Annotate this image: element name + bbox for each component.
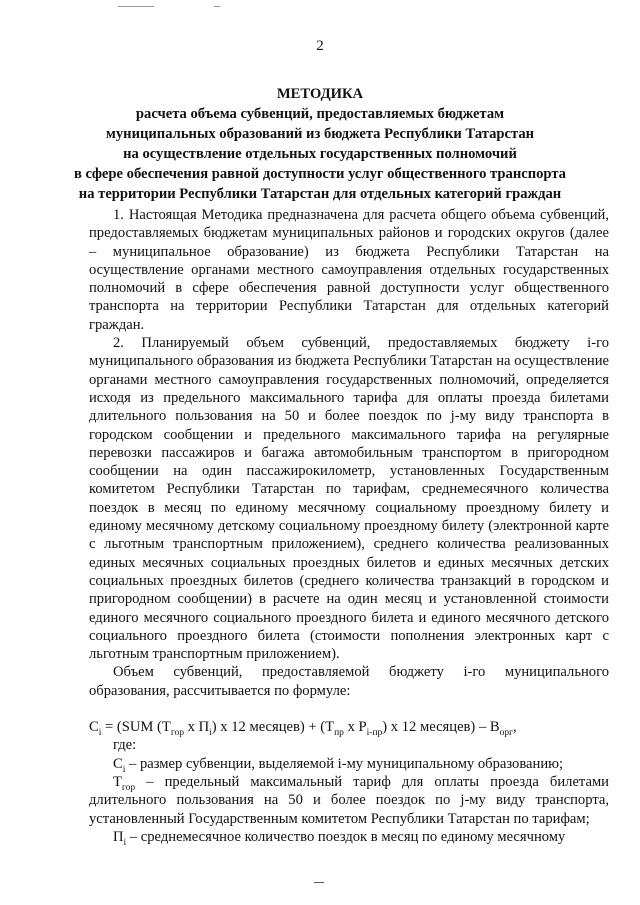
scan-edge-mark bbox=[314, 882, 324, 883]
title-line: на осуществление отдельных государственных полномочий bbox=[123, 146, 517, 162]
definition-tgor: $T_{гор}$ – предельный максимальный тариф для оплаты проезда билетами длительного пользования на 50 и более поездок по j-му виду транспорта, установленный Государственным комитетом Республики Татарстан по тарифам; bbox=[89, 773, 609, 827]
definition-ci: $C_i$ – размер субвенции, выделяемой i-му муниципальному образованию; bbox=[113, 755, 564, 775]
paragraph-3: Объем субвенций, предоставляемой бюджету i-го муниципального образования, рассчитывается по формуле: bbox=[89, 664, 609, 699]
title-line: в сфере обеспечения равной доступности услуг общественного транспорта bbox=[74, 166, 566, 182]
title-line: расчета объема субвенций, предоставляемых бюджетам bbox=[135, 106, 505, 122]
paragraph-2: 2. Планируемый объем субвенций, предоставляемых бюджету i-го муниципального образования из бюджета Республики Татарстан на осуществление органами местного самоуправления государственных полномочий, определяется исходя из предельного максимального тарифа для оплаты проезда билетами длительного пользования на 50 и более поездок по j-му виду транспорта в городском сообщении и предельного максимального тарифа на регулярные перевозки пассажиров и багажа автомобильным транспортом в пригородном сообщении на один пассажирокилометр, установленных Государственным комитетом Республики Татарстан по тарифам, среднемесячного количества поездок в месяц по единому месячному социальному проездному билету и единому месячному детскому социальному проездному билету (электронной карте с льготным транспортным приложением), среднего количества реализованных единых месячных социальных проездных билетов и единых месячных детских социальных проездных билетов (среднего количества транзакций в городском и пригородном сообщении) в расчете на один месяц и установленной стоимости единого месячного социального проездного билета и единого месячного детского социального проездного билета (стоимости пополнения электронных карт с льготным транспортным приложением). bbox=[89, 335, 609, 663]
where-label: где: bbox=[113, 737, 137, 754]
title-line: на территории Республики Татарстан для отдельных категорий граждан bbox=[78, 186, 562, 202]
page-number: 2 bbox=[316, 38, 324, 54]
subsidy-formula: $C_i = (SUM$ ($T_{гор}$ x $П_i$) x 12 месяцев) + ($T_{пр}$ x $P_{i-пр}$) x 12 месяцев) – $B_{орг}$, bbox=[89, 719, 517, 738]
paragraph-1: 1. Настоящая Методика предназначена для расчета общего объема субвенций, предоставляемых бюджетам муниципальных районов и городских округов (далее – муниципальное образование) из бюджета Республики Татарстан на осуществление органами местного самоуправления отдельных государственных полномочий в сфере обеспечения равной доступности услуг общественного транспорта на территории Республики Татарстан для отдельных категорий граждан. bbox=[89, 207, 609, 333]
title-heading: МЕТОДИКА bbox=[276, 86, 364, 102]
scan-edge-marks bbox=[0, 2, 640, 12]
document-body bbox=[89, 206, 609, 846]
document-title bbox=[30, 84, 610, 204]
title-line: муниципальных образований из бюджета Республики Татарстан bbox=[105, 126, 535, 142]
definition-pi: $П_i$ – среднемесячное количество поездок в месяц по единому месячному bbox=[113, 828, 566, 848]
